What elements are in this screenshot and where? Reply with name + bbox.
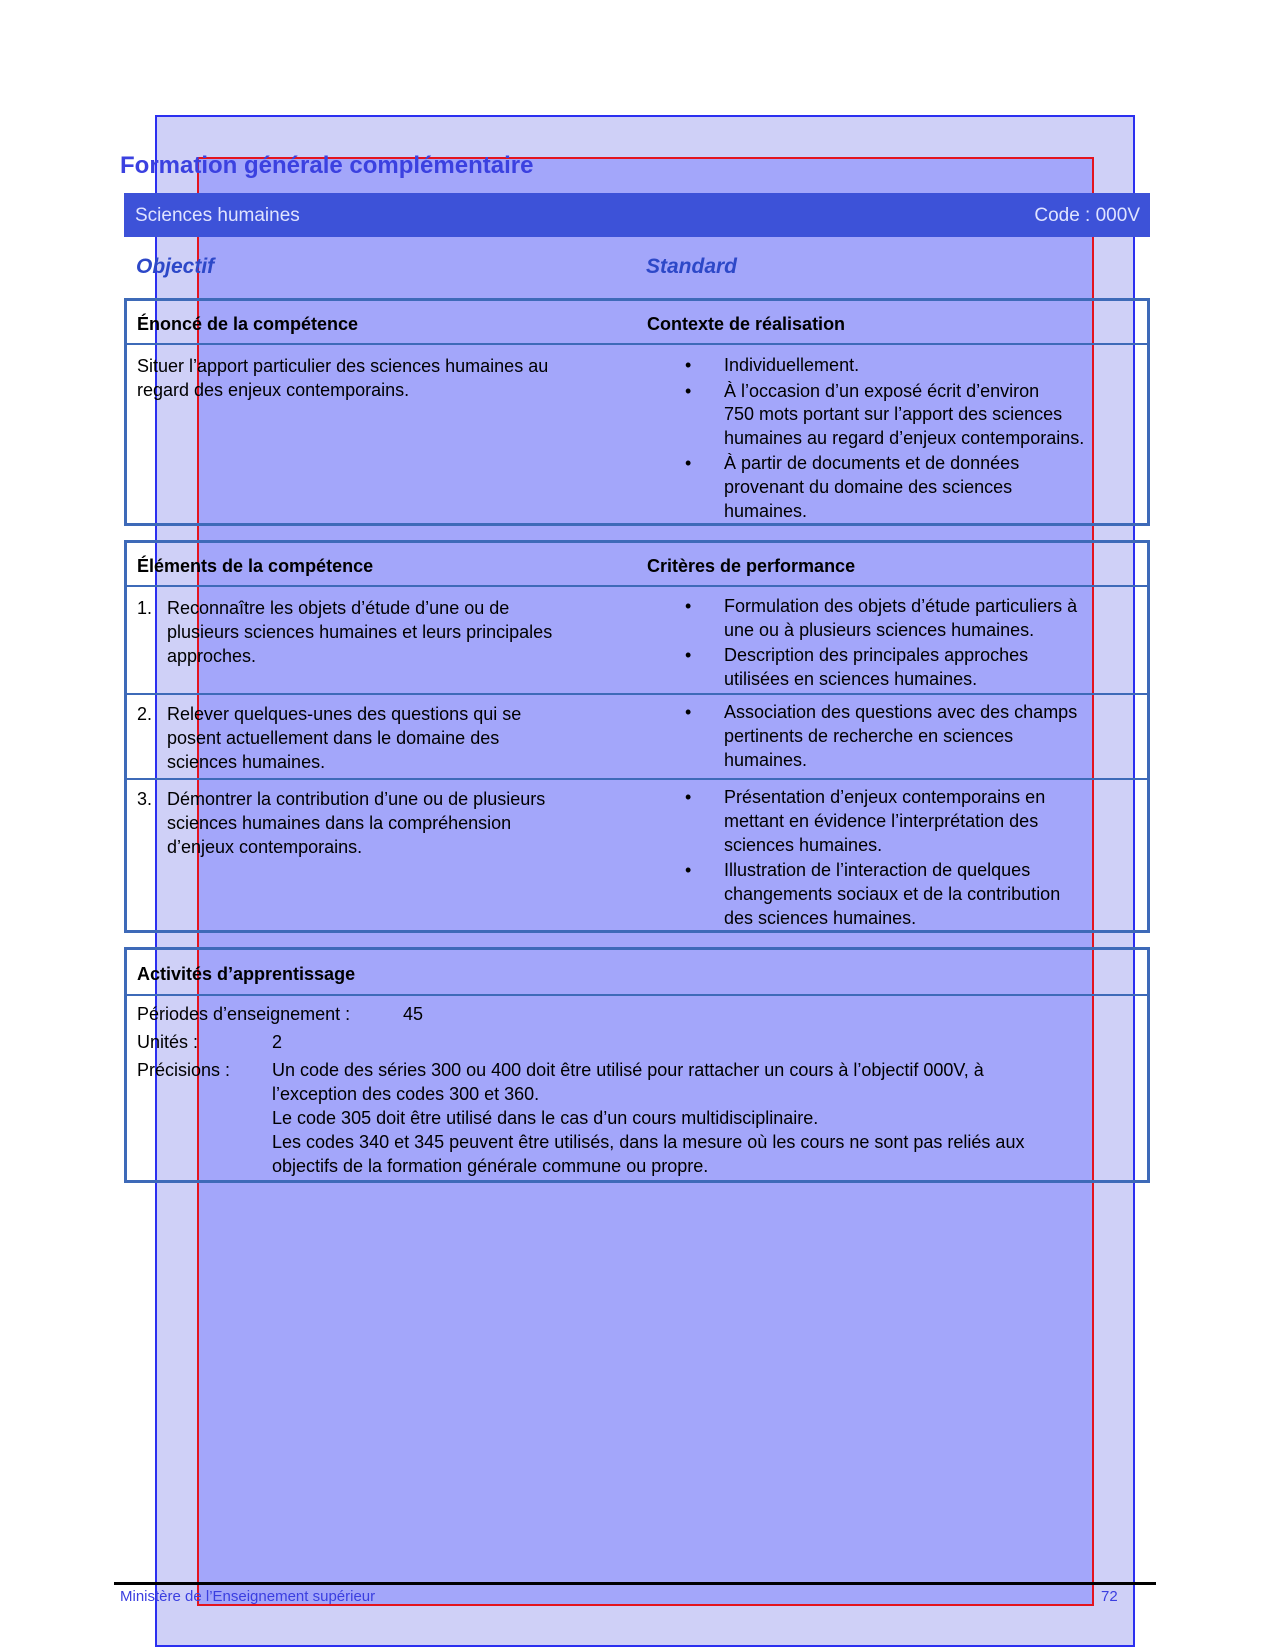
elements-box	[124, 540, 1150, 933]
context-line: 750 mots portant sur l’apport des sciences	[724, 404, 1063, 424]
precisions-label: Précisions :	[137, 1060, 231, 1080]
precision-line: l’exception des codes 300 et 360.	[272, 1084, 540, 1104]
precision-line: Un code des séries 300 ou 400 doit être utilisé pour rattacher un cours à l’objectif 000V, à	[272, 1060, 984, 1080]
criterion-line: sciences humaines.	[724, 835, 883, 855]
bullet-icon: •	[685, 453, 692, 473]
bullet-icon: •	[685, 355, 692, 375]
criterion-line: humaines.	[724, 750, 808, 770]
divider	[127, 994, 1147, 996]
context-line: À partir de documents et de données	[724, 453, 1020, 473]
element-line: Démontrer la contribution d’une ou de plusieurs	[167, 789, 546, 809]
element-line: Reconnaître les objets d’étude d’une ou de	[167, 598, 510, 618]
criterion-line: mettant en évidence l’interprétation des	[724, 811, 1039, 831]
element-number: 3.	[137, 789, 153, 809]
footer-ministry: Ministère de l’Enseignement supérieur	[120, 1588, 376, 1605]
criterion-line: utilisées en sciences humaines.	[724, 669, 978, 689]
element-line: Relever quelques-unes des questions qui se	[167, 704, 522, 724]
criterion-line: Illustration de l’interaction de quelques	[724, 860, 1031, 880]
divider	[127, 585, 1147, 587]
criterion-line: Présentation d’enjeux contemporains en	[724, 787, 1046, 807]
divider	[127, 778, 1147, 780]
periods-value: 45	[403, 1004, 424, 1024]
context-line: À l’occasion d’un exposé écrit d’environ	[724, 381, 1040, 401]
context-line: humaines au regard d’enjeux contemporains.	[724, 428, 1085, 448]
divider	[127, 343, 1147, 345]
units-label: Unités :	[137, 1032, 199, 1052]
standard-heading: Standard	[646, 255, 738, 278]
criteria-header: Critères de performance	[647, 556, 856, 576]
bullet-icon: •	[685, 787, 692, 807]
context-line: Individuellement.	[724, 355, 860, 375]
element-line: sciences humaines dans la compréhension	[167, 813, 512, 833]
bullet-icon: •	[685, 381, 692, 401]
divider	[127, 693, 1147, 695]
precision-line: Les codes 340 et 345 peuvent être utilisés, dans la mesure où les cours ne sont pas reliés aux	[272, 1132, 1025, 1152]
subject-band	[124, 193, 1150, 237]
criterion-line: pertinents de recherche en sciences	[724, 726, 1014, 746]
criterion-line: une ou à plusieurs sciences humaines.	[724, 620, 1035, 640]
competence-box	[124, 298, 1150, 526]
element-line: sciences humaines.	[167, 752, 326, 772]
objectif-heading: Objectif	[136, 255, 215, 278]
units-value: 2	[272, 1032, 283, 1052]
page-title: Formation générale complémentaire	[120, 152, 534, 179]
competence-statement-line: Situer l’apport particulier des sciences humaines au	[137, 356, 549, 376]
element-number: 1.	[137, 598, 153, 618]
element-line: d’enjeux contemporains.	[167, 837, 363, 857]
element-number: 2.	[137, 704, 153, 724]
bullet-icon: •	[685, 596, 692, 616]
criterion-line: des sciences humaines.	[724, 908, 917, 928]
precision-line: Le code 305 doit être utilisé dans le cas d’un cours multidisciplinaire.	[272, 1108, 819, 1128]
criterion-line: Association des questions avec des champs	[724, 702, 1078, 722]
page-number: 72	[1101, 1588, 1118, 1605]
bullet-icon: •	[685, 860, 692, 880]
criterion-line: Formulation des objets d’étude particuliers à	[724, 596, 1078, 616]
bullet-icon: •	[685, 645, 692, 665]
activities-header: Activités d’apprentissage	[137, 964, 356, 984]
context-line: provenant du domaine des sciences	[724, 477, 1013, 497]
precision-line: objectifs de la formation générale commune ou propre.	[272, 1156, 709, 1176]
context-header: Contexte de réalisation	[647, 314, 846, 334]
competence-header: Énoncé de la compétence	[137, 314, 359, 334]
elements-header: Éléments de la compétence	[137, 556, 374, 576]
element-line: approches.	[167, 646, 257, 666]
context-line: humaines.	[724, 501, 808, 521]
competence-statement-line: regard des enjeux contemporains.	[137, 380, 410, 400]
bullet-icon: •	[685, 702, 692, 722]
criterion-line: Description des principales approches	[724, 645, 1029, 665]
element-line: plusieurs sciences humaines et leurs principales	[167, 622, 553, 642]
criterion-line: changements sociaux et de la contribution	[724, 884, 1061, 904]
subject-code: Code : 000V	[1034, 205, 1140, 226]
subject-name: Sciences humaines	[135, 205, 300, 226]
periods-label: Périodes d’enseignement :	[137, 1004, 351, 1024]
activities-box	[124, 947, 1150, 1183]
element-line: posent actuellement dans le domaine des	[167, 728, 500, 748]
footer-divider	[114, 1582, 1156, 1585]
